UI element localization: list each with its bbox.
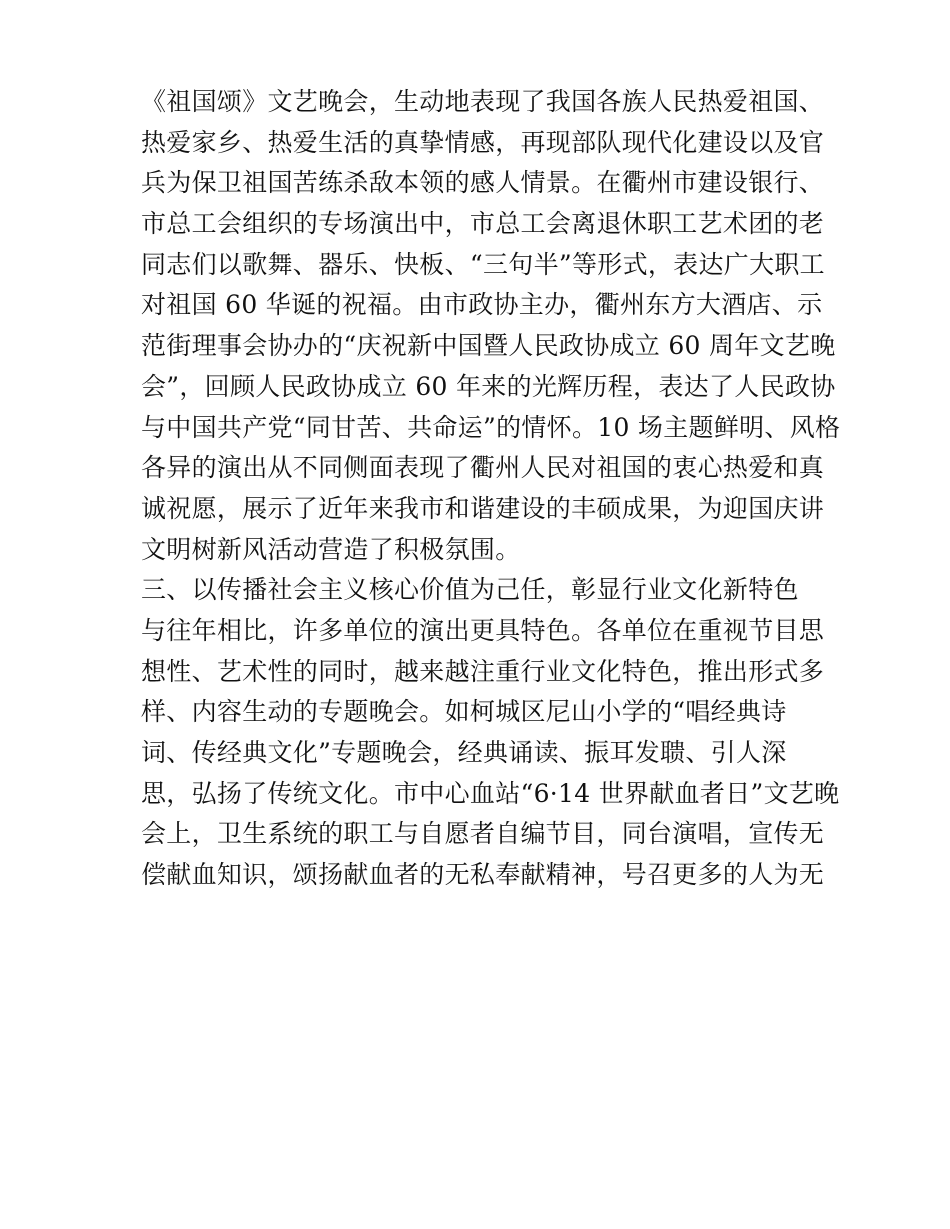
text-line: 偿献血知识，颂扬献血者的无私奉献精神，号召更多的人为无 bbox=[141, 860, 825, 890]
text-line: 样、内容生动的专题晚会。如柯城区尼山小学的“唱经典诗 bbox=[141, 697, 787, 727]
text-line: 与中国共产党“同甘苦、共命运”的情怀。10 场主题鲜明、风格 bbox=[141, 412, 841, 442]
text-line: 各异的演出从不同侧面表现了衢州人民对祖国的衷心热爱和真 bbox=[141, 453, 825, 483]
text-line: 想性、艺术性的同时，越来越注重行业文化特色，推出形式多 bbox=[141, 656, 825, 686]
text-line: 会”，回顾人民政协成立 60 年来的光辉历程，表达了人民政协 bbox=[141, 371, 836, 401]
text-line: 同志们以歌舞、器乐、快板、“三句半”等形式，表达广大职工 bbox=[141, 249, 825, 279]
text-line: 热爱家乡、热爱生活的真挚情感，再现部队现代化建设以及官 bbox=[141, 127, 825, 157]
text-line: 兵为保卫祖国苦练杀敌本领的感人情景。在衢州市建设银行、 bbox=[141, 168, 825, 198]
text-line: 词、传经典文化”专题晚会，经典诵读、振耳发聩、引人深 bbox=[141, 738, 787, 767]
text-line: 范街理事会协办的“庆祝新中国暨人民政协成立 60 周年文艺晚 bbox=[141, 331, 836, 361]
section-heading: 三、以传播社会主义核心价值为己任，彰显行业文化新特色 bbox=[141, 575, 799, 605]
text-line: 思，弘扬了传统文化。市中心血站“6·14 世界献血者日”文艺晚 bbox=[141, 778, 840, 808]
body-text bbox=[141, 82, 841, 896]
text-line: 诚祝愿，展示了近年来我市和谐建设的丰硕成果，为迎国庆讲 bbox=[141, 493, 825, 523]
text-line: 市总工会组织的专场演出中，市总工会离退休职工艺术团的老 bbox=[141, 209, 825, 239]
text-line: 会上，卫生系统的职工与自愿者自编节目，同台演唱，宣传无 bbox=[141, 819, 825, 849]
text-line: 文明树新风活动营造了积极氛围。 bbox=[141, 534, 521, 564]
text-line: 对祖国 60 华诞的祝福。由市政协主办，衢州东方大酒店、示 bbox=[141, 290, 823, 320]
text-line: 与往年相比，许多单位的演出更具特色。各单位在重视节目思 bbox=[141, 615, 825, 645]
text-line: 《祖国颂》文艺晚会，生动地表现了我国各族人民热爱祖国、 bbox=[141, 87, 825, 116]
